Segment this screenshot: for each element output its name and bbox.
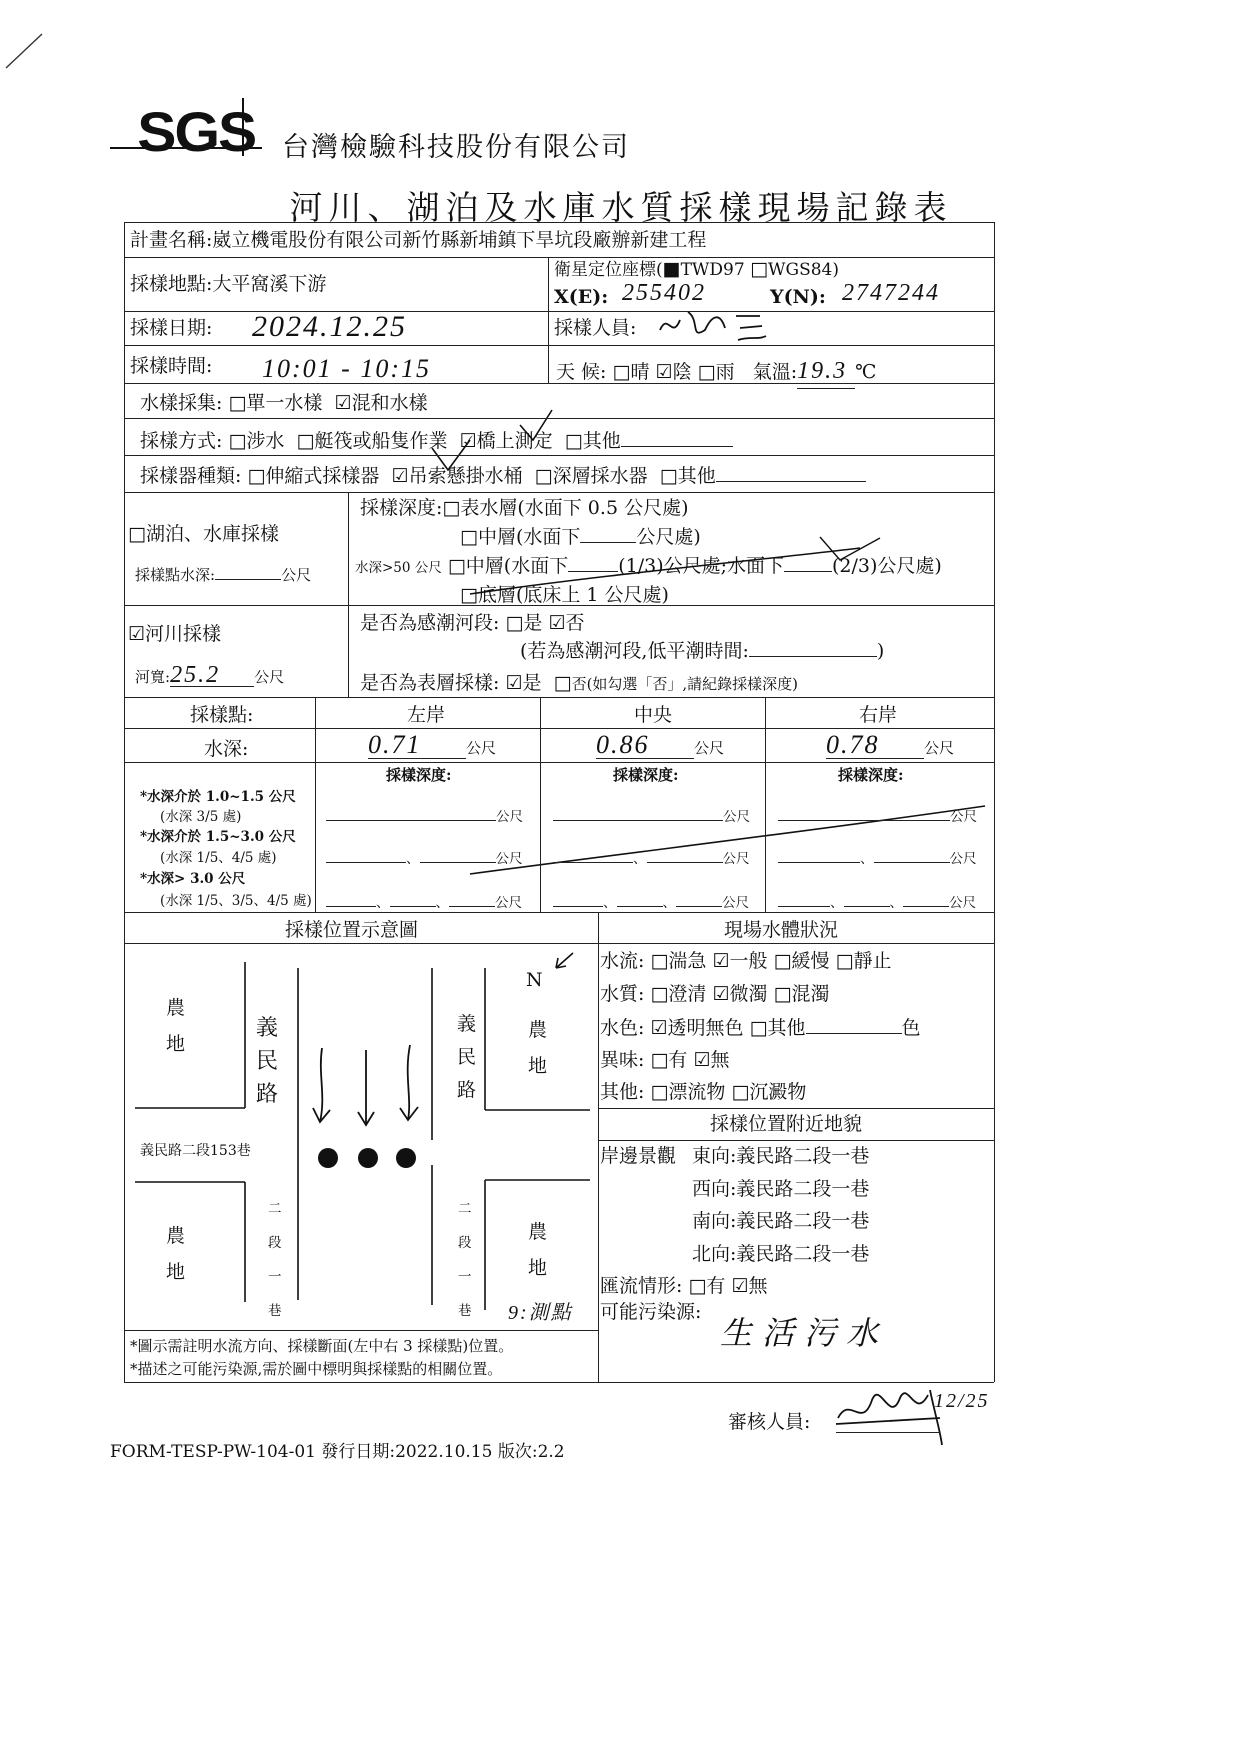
table-header-point: 採樣點: bbox=[190, 704, 254, 726]
rule bbox=[124, 728, 994, 729]
checkbox-mixed-sample[interactable]: ☑ bbox=[334, 392, 352, 414]
wgs84-label: WGS84) bbox=[768, 260, 839, 280]
sampler-label: 採樣人員: bbox=[554, 317, 637, 339]
weather-label: 天 候: bbox=[556, 361, 607, 383]
river-row bbox=[128, 622, 221, 646]
checkbox-sediment[interactable]: □ bbox=[731, 1081, 750, 1103]
tidal-no-label: 否 bbox=[565, 612, 585, 634]
north-value[interactable]: 義民路二段一巷 bbox=[736, 1243, 870, 1265]
other-row bbox=[600, 1080, 806, 1104]
checkbox-flow-still[interactable]: □ bbox=[835, 950, 854, 972]
rule-2-b: (水深 1/5、4/5 處) bbox=[160, 850, 277, 866]
farm-label-se: 農地 bbox=[528, 1221, 548, 1279]
point-note: 9:測點 bbox=[508, 1302, 573, 1324]
rule bbox=[124, 762, 994, 763]
weather-row bbox=[556, 354, 876, 389]
checkbox-surface-layer[interactable]: □ bbox=[442, 497, 461, 519]
separator: 、 bbox=[406, 851, 420, 867]
middle-layer-label: 中層(水面下 bbox=[477, 526, 581, 548]
checkbox-bridge[interactable]: ☑ bbox=[459, 430, 477, 452]
date-value[interactable]: 2024.12.25 bbox=[252, 310, 407, 343]
checkbox-cloudy[interactable]: ☑ bbox=[655, 361, 673, 383]
sampling-depth-center-label: 採樣深度: bbox=[613, 766, 679, 784]
landscape-west bbox=[692, 1177, 869, 1201]
sampler-other-label: 其他 bbox=[677, 465, 716, 487]
rule bbox=[124, 912, 994, 913]
color-other-label: 其他 bbox=[767, 1017, 806, 1039]
twd97-label: TWD97 bbox=[680, 260, 745, 280]
rule bbox=[124, 455, 994, 456]
sampling-points bbox=[318, 1148, 416, 1168]
rule bbox=[598, 1108, 994, 1109]
color-label: 水色: bbox=[600, 1017, 645, 1039]
middle-layer-blank[interactable] bbox=[580, 526, 636, 543]
checkbox-tidal-no[interactable]: ☑ bbox=[548, 612, 566, 634]
gps-y-value[interactable]: 2747244 bbox=[842, 280, 940, 306]
checkbox-flow-normal[interactable]: ☑ bbox=[712, 950, 730, 972]
rule-2-a: *水深介於 1.5~3.0 公尺 bbox=[140, 829, 296, 845]
colorless-label: 透明無色 bbox=[667, 1017, 744, 1039]
checkbox-deep-sampler[interactable]: □ bbox=[534, 465, 553, 487]
landscape-east bbox=[692, 1144, 869, 1168]
lake-label: 湖泊、水庫採樣 bbox=[145, 523, 279, 545]
lake-depth-row bbox=[135, 564, 311, 585]
checkbox-river[interactable]: ☑ bbox=[128, 623, 146, 645]
deep-middle-label-b: (1/3)公尺處;水面下 bbox=[618, 555, 785, 577]
depth-right-value[interactable]: 0.78 bbox=[826, 732, 924, 759]
checkbox-colorless[interactable]: ☑ bbox=[650, 1017, 668, 1039]
checkbox-flow-slow[interactable]: □ bbox=[773, 950, 792, 972]
rule bbox=[124, 492, 994, 493]
review-label: 審核人員: bbox=[728, 1411, 811, 1433]
pollution-value[interactable]: 生活污水 bbox=[720, 1315, 889, 1351]
unit: 公尺 bbox=[723, 809, 750, 825]
collection-row bbox=[140, 391, 428, 415]
checkbox-turbid[interactable]: □ bbox=[773, 983, 792, 1005]
checkbox-surface-no[interactable]: □ bbox=[553, 672, 572, 694]
tidal-note-close: ) bbox=[876, 640, 885, 662]
unit: 公尺 bbox=[496, 809, 523, 825]
depth-left-value[interactable]: 0.71 bbox=[368, 732, 466, 759]
flow-normal-label: 一般 bbox=[729, 950, 768, 972]
odor-yes-label: 有 bbox=[668, 1049, 688, 1071]
checkbox-odor-no[interactable]: ☑ bbox=[693, 1049, 711, 1071]
flow-still-label: 靜止 bbox=[853, 950, 892, 972]
lake-depth-blank[interactable] bbox=[215, 564, 281, 580]
surface-no-label: 否(如勾選「否」,請紀錄採樣深度) bbox=[571, 675, 799, 693]
flow-label: 水流: bbox=[600, 950, 645, 972]
landscape-label: 岸邊景觀 bbox=[600, 1145, 677, 1167]
separator: 、 bbox=[860, 851, 874, 867]
depth-blank-center-2[interactable] bbox=[553, 848, 750, 868]
project-row bbox=[130, 228, 706, 252]
tidal-label: 是否為感潮河段: bbox=[360, 612, 500, 634]
sampler-type-row bbox=[140, 463, 866, 488]
checkbox-boat[interactable]: □ bbox=[296, 430, 315, 452]
east-value[interactable]: 義民路二段一巷 bbox=[736, 1145, 870, 1167]
reviewer-signature bbox=[836, 1390, 942, 1445]
depth-label: 水深: bbox=[204, 738, 249, 760]
depth-blank-right-2[interactable] bbox=[778, 848, 977, 868]
rule bbox=[124, 1382, 994, 1383]
river-width-label: 河寬: bbox=[135, 668, 171, 686]
checkbox-method-other[interactable]: □ bbox=[564, 430, 583, 452]
river-label: 河川採樣 bbox=[145, 623, 222, 645]
checkbox-surface-yes[interactable]: ☑ bbox=[505, 672, 523, 694]
slightly-turbid-label: 微濁 bbox=[729, 983, 768, 1005]
river-width-value[interactable]: 25.2 bbox=[170, 664, 254, 687]
road-label-left: 義民路 bbox=[256, 1016, 279, 1107]
checkbox-single-sample[interactable]: □ bbox=[228, 392, 247, 414]
checkbox-tidal-yes[interactable]: □ bbox=[505, 612, 524, 634]
gps-x-label: X(E): bbox=[554, 286, 609, 308]
confluence-row bbox=[600, 1274, 768, 1298]
wading-label: 涉水 bbox=[246, 430, 285, 452]
lake-deep-row bbox=[355, 554, 942, 578]
checkbox-odor-yes[interactable]: □ bbox=[650, 1049, 669, 1071]
flow-rapid-label: 湍急 bbox=[668, 950, 707, 972]
sgs-logo: SGS bbox=[137, 100, 256, 163]
unit: 公尺 bbox=[722, 851, 750, 867]
rule bbox=[548, 257, 549, 383]
lane-153-label: 義民路二段153巷 bbox=[140, 1143, 251, 1159]
depth-blank-left-2[interactable] bbox=[326, 848, 523, 868]
temp-unit: ℃ bbox=[855, 361, 877, 383]
separator: 、 bbox=[435, 895, 449, 911]
checkbox-telescopic[interactable]: □ bbox=[247, 465, 266, 487]
unit: 公尺 bbox=[949, 851, 977, 867]
bucket-label: 吊索懸掛水桶 bbox=[408, 465, 523, 487]
temp-label: 氣溫: bbox=[752, 361, 798, 383]
note-1: *圖示需註明水流方向、採樣斷面(左中右 3 採樣點)位置。 bbox=[130, 1337, 514, 1355]
time-value[interactable]: 10:01 - 10:15 bbox=[262, 354, 431, 383]
sampler-type-label: 採樣器種類: bbox=[140, 465, 242, 487]
odor-label: 異味: bbox=[600, 1049, 645, 1071]
quality-label: 水質: bbox=[600, 983, 645, 1005]
rule bbox=[124, 1330, 598, 1331]
depth-unit: 公尺 bbox=[694, 739, 725, 757]
depth-unit: 公尺 bbox=[466, 739, 497, 757]
depth-center bbox=[596, 732, 724, 759]
landscape-title: 採樣位置附近地貌 bbox=[710, 1113, 863, 1135]
unit: 公尺 bbox=[949, 895, 976, 911]
rule bbox=[124, 345, 994, 346]
single-sample-label: 單一水樣 bbox=[246, 392, 323, 414]
color-suffix: 色 bbox=[901, 1017, 921, 1039]
rule bbox=[124, 257, 994, 258]
rain-label: 雨 bbox=[715, 361, 735, 383]
lake-depth-unit: 公尺 bbox=[281, 566, 312, 584]
checkbox-bottom-layer[interactable]: □ bbox=[460, 584, 478, 606]
clear-label: 澄清 bbox=[668, 983, 707, 1005]
sketch-title: 採樣位置示意圖 bbox=[285, 919, 419, 941]
sampling-depth-right-label: 採樣深度: bbox=[838, 766, 904, 784]
rule bbox=[315, 697, 316, 912]
tidal-yes-label: 是 bbox=[523, 612, 543, 634]
gps-y-label: Y(N): bbox=[770, 286, 826, 308]
south-value[interactable]: 義民路二段一巷 bbox=[736, 1210, 870, 1232]
checkbox-sunny[interactable]: □ bbox=[612, 361, 631, 383]
turbid-label: 混濁 bbox=[791, 983, 830, 1005]
confluence-no-label: 無 bbox=[748, 1275, 768, 1297]
checkbox-slightly-turbid[interactable]: ☑ bbox=[712, 983, 730, 1005]
deep-middle-blank-2[interactable] bbox=[784, 555, 832, 572]
telescopic-label: 伸縮式採樣器 bbox=[265, 465, 380, 487]
checkbox-wading[interactable]: □ bbox=[228, 430, 247, 452]
unit: 公尺 bbox=[722, 895, 749, 911]
deep-middle-label: 中層(水面下 bbox=[465, 555, 569, 577]
project-value[interactable]: 崴立機電股份有限公司新竹縣新埔鎮下旱坑段廠辦新建工程 bbox=[212, 229, 707, 251]
flow-slow-label: 緩慢 bbox=[791, 950, 830, 972]
sketch-map bbox=[135, 962, 590, 1310]
unit: 公尺 bbox=[495, 851, 523, 867]
scan-stroke bbox=[6, 34, 42, 68]
depth-right bbox=[826, 732, 954, 759]
sunny-label: 晴 bbox=[630, 361, 650, 383]
river-width-row bbox=[135, 664, 284, 687]
farm-label-sw: 農地 bbox=[166, 1225, 186, 1283]
rule-3-b: (水深 1/5、3/5、4/5 處) bbox=[160, 893, 312, 909]
unit: 公尺 bbox=[950, 809, 977, 825]
separator: 、 bbox=[376, 895, 390, 911]
rule bbox=[994, 222, 995, 1382]
rule bbox=[348, 492, 349, 697]
conditions-title: 現場水體狀況 bbox=[724, 919, 839, 941]
depth-blank-left-1[interactable] bbox=[326, 806, 523, 826]
checkbox-color-other[interactable]: □ bbox=[749, 1017, 768, 1039]
lane-label-left: 二段一巷 bbox=[268, 1201, 282, 1319]
north-dir-label: 北向: bbox=[692, 1243, 737, 1265]
method-label: 採樣方式: bbox=[140, 430, 223, 452]
boat-label: 艇筏或船隻作業 bbox=[314, 430, 448, 452]
checkbox-clear[interactable]: □ bbox=[650, 983, 669, 1005]
checkbox-deep-middle[interactable]: □ bbox=[447, 555, 466, 577]
rule-1-a: *水深介於 1.0~1.5 公尺 bbox=[140, 789, 296, 805]
checkbox-lake[interactable]: □ bbox=[128, 523, 146, 545]
checkbox-floating[interactable]: □ bbox=[650, 1081, 669, 1103]
lake-depth-label: 採樣點水深: bbox=[135, 566, 216, 584]
surface-sampling-label: 是否為表層採樣: bbox=[360, 672, 500, 694]
east-label: 東向: bbox=[692, 1145, 737, 1167]
farm-label-ne: 農地 bbox=[528, 1019, 548, 1077]
note-2: *描述之可能污染源,需於圖中標明與採樣點的相關位置。 bbox=[130, 1360, 503, 1378]
surface-sampling-row bbox=[360, 671, 798, 695]
lane-label-right: 二段一巷 bbox=[458, 1201, 472, 1319]
middle-layer-unit: 公尺處) bbox=[636, 526, 701, 548]
rule bbox=[124, 222, 125, 1382]
tidal-note: (若為感潮河段,低平潮時間: bbox=[520, 640, 749, 662]
depth-blank-center-1[interactable] bbox=[553, 806, 750, 826]
temp-value[interactable]: 19.3 bbox=[797, 354, 855, 389]
location-row bbox=[130, 272, 326, 296]
quality-row bbox=[600, 982, 830, 1006]
separator: 、 bbox=[889, 895, 903, 911]
unit: 公尺 bbox=[495, 895, 522, 911]
sampler-signature bbox=[660, 312, 766, 340]
lake-middle-row bbox=[460, 525, 701, 549]
low-tide-time-blank[interactable] bbox=[749, 640, 877, 657]
depth-blank-right-1[interactable] bbox=[778, 806, 977, 826]
depth-unit: 公尺 bbox=[924, 739, 955, 757]
road-label-right: 義民路 bbox=[457, 1013, 477, 1101]
lake-surface-row bbox=[360, 496, 688, 520]
depth-center-value[interactable]: 0.86 bbox=[596, 732, 694, 759]
odor-row bbox=[600, 1048, 730, 1072]
method-other-blank[interactable] bbox=[621, 428, 733, 447]
checkbox-confluence-no[interactable]: ☑ bbox=[731, 1275, 749, 1297]
flow-arrows bbox=[313, 1045, 418, 1125]
method-row bbox=[140, 428, 733, 453]
farm-label-nw: 農地 bbox=[166, 997, 186, 1055]
cloudy-label: 陰 bbox=[672, 361, 692, 383]
separator: 、 bbox=[603, 895, 617, 911]
south-label: 南向: bbox=[692, 1210, 737, 1232]
depth-left bbox=[368, 732, 496, 759]
west-value[interactable]: 義民路二段一巷 bbox=[736, 1178, 870, 1200]
lake-sampling-depth-label: 採樣深度: bbox=[360, 497, 443, 519]
method-other-label: 其他 bbox=[582, 430, 621, 452]
deep-middle-blank-1[interactable] bbox=[568, 555, 618, 572]
separator: 、 bbox=[662, 895, 676, 911]
checkbox-rain[interactable]: □ bbox=[697, 361, 716, 383]
review-date: 12/25 bbox=[934, 1390, 990, 1412]
sampling-depth-left-label: 採樣深度: bbox=[386, 766, 452, 784]
location-value[interactable]: 大平窩溪下游 bbox=[212, 273, 327, 295]
sediment-label: 沉澱物 bbox=[749, 1081, 807, 1103]
rule bbox=[598, 1140, 994, 1141]
rule bbox=[124, 418, 994, 419]
color-other-blank[interactable] bbox=[806, 1015, 902, 1034]
landscape-south bbox=[692, 1209, 869, 1233]
landscape-north bbox=[692, 1242, 869, 1266]
bottom-layer-label: 底層(底床上 1 公尺處) bbox=[477, 584, 669, 606]
rule-1-b: (水深 3/5 處) bbox=[160, 809, 242, 825]
tidal-note-row bbox=[520, 639, 884, 663]
bridge-label: 橋上測定 bbox=[476, 430, 553, 452]
color-row bbox=[600, 1015, 921, 1040]
table-header-right-bank: 右岸 bbox=[859, 704, 898, 726]
tidal-row bbox=[360, 611, 585, 635]
rule bbox=[124, 943, 994, 944]
depth-blank-right-3[interactable] bbox=[778, 892, 976, 912]
deep-sampler-label: 深層採水器 bbox=[552, 465, 648, 487]
rule bbox=[124, 222, 994, 223]
flow-row bbox=[600, 949, 892, 973]
gps-x-value[interactable]: 255402 bbox=[622, 280, 706, 306]
form-footer: FORM-TESP-PW-104-01 發行日期:2022.10.15 版次:2.2 bbox=[110, 1442, 565, 1462]
deep-middle-label-c: (2/3)公尺處) bbox=[832, 555, 942, 577]
lake-bottom-row bbox=[460, 583, 669, 607]
depth-blank-left-3[interactable] bbox=[326, 892, 522, 912]
date-label: 採樣日期: bbox=[130, 317, 213, 339]
other-label: 其他: bbox=[600, 1081, 645, 1103]
separator: 、 bbox=[633, 851, 647, 867]
time-label: 採樣時間: bbox=[130, 355, 213, 377]
checkbox-sampler-other[interactable]: □ bbox=[659, 465, 678, 487]
sampler-other-blank[interactable] bbox=[716, 463, 866, 482]
separator: 、 bbox=[830, 895, 844, 911]
mixed-sample-label: 混和水樣 bbox=[351, 392, 428, 414]
checkbox-wgs84[interactable]: □ bbox=[750, 258, 769, 280]
west-label: 西向: bbox=[692, 1178, 737, 1200]
deep-prefix: 水深>50 公尺 bbox=[355, 560, 442, 576]
review-signature-line bbox=[836, 1432, 940, 1433]
collection-label: 水樣採集: bbox=[140, 392, 223, 414]
rule bbox=[765, 697, 766, 912]
gps-label: 衛星定位座標( bbox=[554, 260, 663, 280]
table-header-center: 中央 bbox=[634, 704, 673, 726]
form-title: 河川、湖泊及水庫水質採樣現場記錄表 bbox=[289, 188, 953, 227]
surface-yes-label: 是 bbox=[522, 672, 542, 694]
lake-row bbox=[128, 522, 279, 546]
rule bbox=[540, 697, 541, 912]
company-name: 台灣檢驗科技股份有限公司 bbox=[282, 132, 630, 163]
odor-no-label: 無 bbox=[710, 1049, 730, 1071]
depth-blank-center-3[interactable] bbox=[553, 892, 749, 912]
checkbox-bucket[interactable]: ☑ bbox=[391, 465, 409, 487]
checkbox-middle-layer[interactable]: □ bbox=[460, 526, 478, 548]
surface-layer-label: 表水層(水面下 0.5 公尺處) bbox=[460, 497, 689, 519]
floating-label: 漂流物 bbox=[668, 1081, 726, 1103]
river-width-unit: 公尺 bbox=[254, 668, 285, 686]
north-label: N bbox=[526, 969, 543, 991]
rule-3-a: *水深> 3.0 公尺 bbox=[140, 871, 246, 887]
rule bbox=[598, 912, 599, 1382]
checkbox-twd97[interactable]: ■ bbox=[662, 258, 681, 280]
checkbox-flow-rapid[interactable]: □ bbox=[650, 950, 669, 972]
table-header-left-bank: 左岸 bbox=[407, 704, 446, 726]
checkbox-confluence-yes[interactable]: □ bbox=[688, 1275, 707, 1297]
pollution-label: 可能污染源: bbox=[600, 1301, 702, 1323]
location-label: 採樣地點: bbox=[130, 273, 213, 295]
confluence-yes-label: 有 bbox=[706, 1275, 726, 1297]
project-label: 計畫名稱: bbox=[130, 229, 213, 251]
rule bbox=[124, 697, 994, 698]
confluence-label: 匯流情形: bbox=[600, 1275, 683, 1297]
north-arrow-icon bbox=[556, 953, 573, 968]
